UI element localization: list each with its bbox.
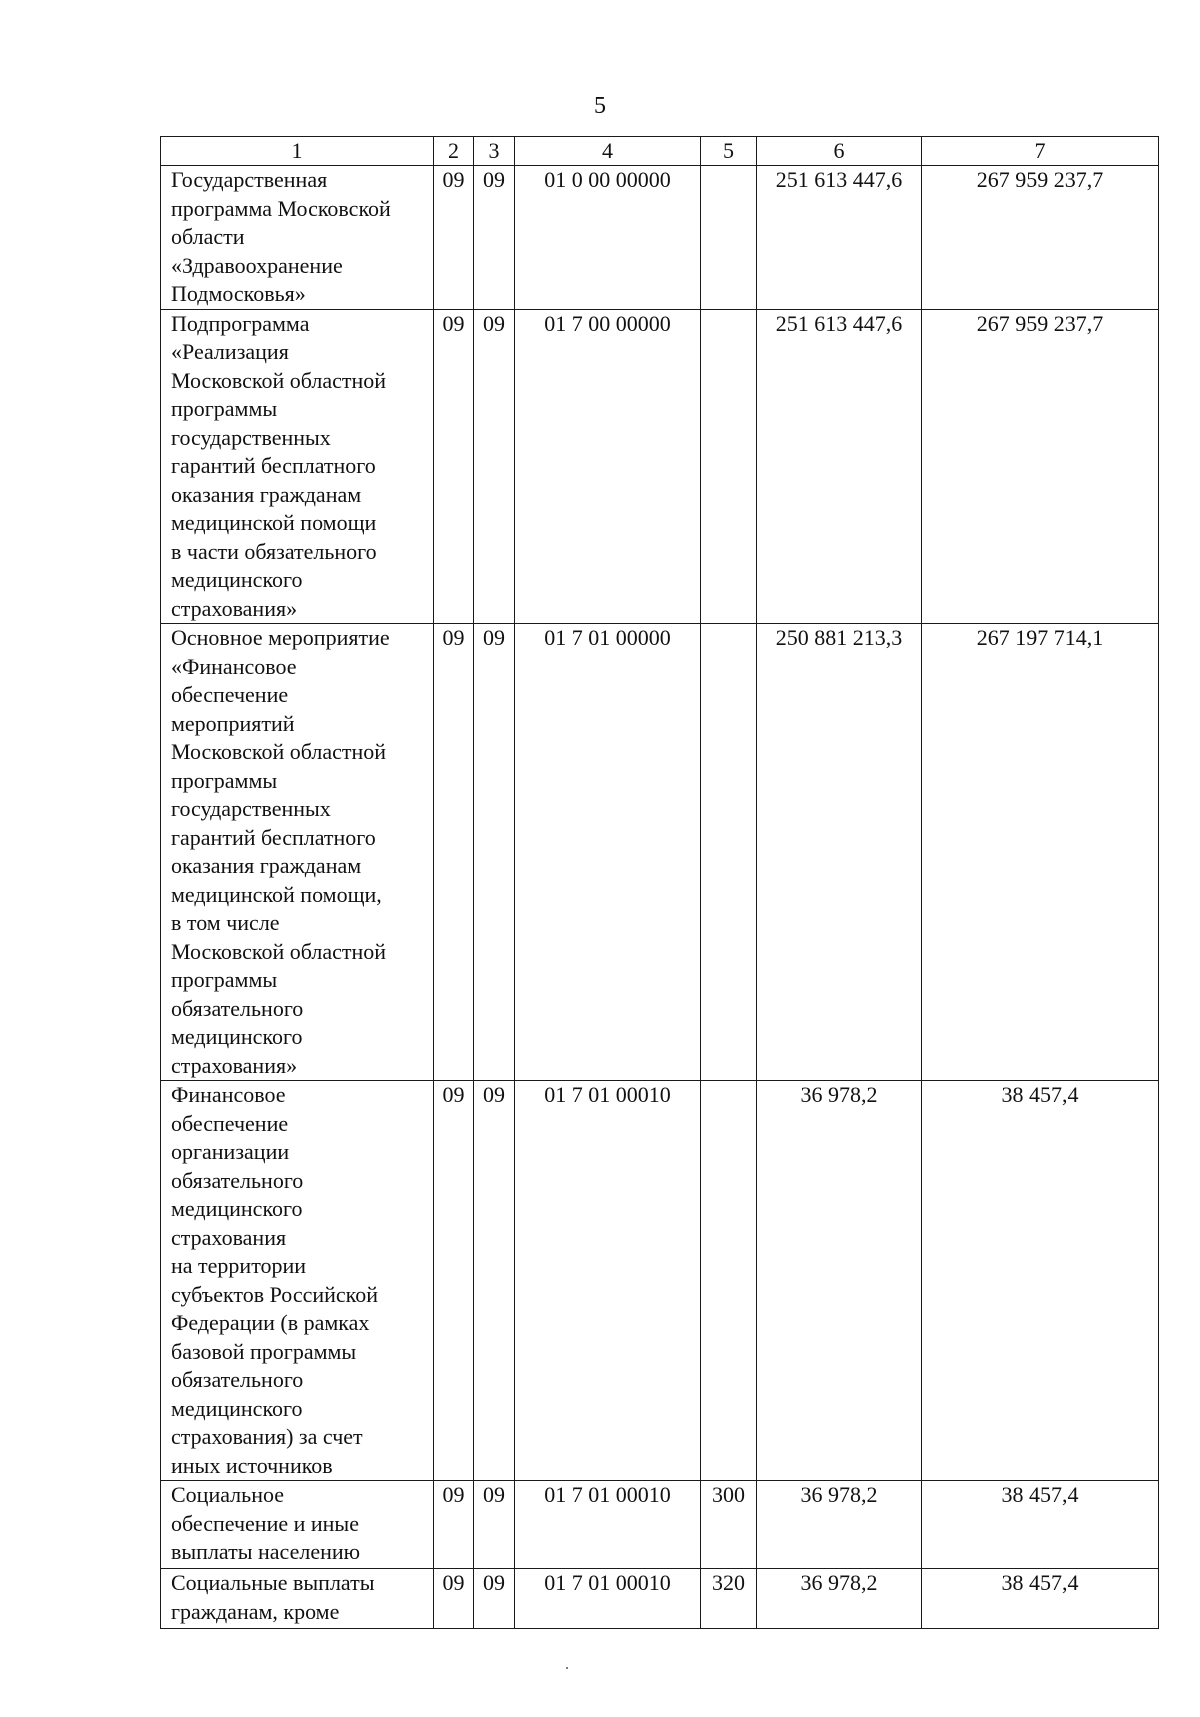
- header-col-1: 1: [161, 137, 434, 166]
- amount-col-6: 36 978,2: [757, 1481, 922, 1569]
- header-col-4: 4: [515, 137, 701, 166]
- item-name-cell: [161, 1081, 434, 1481]
- table-row: [161, 166, 1159, 310]
- item-name: Социальные выплаты гражданам, кроме: [171, 1570, 375, 1624]
- target-article-code: 01 7 01 00010: [515, 1569, 701, 1629]
- item-name-cell: [161, 1569, 434, 1629]
- target-article-code: 01 7 01 00010: [515, 1081, 701, 1481]
- expense-type-code: 300: [701, 1481, 757, 1569]
- header-col-5: 5: [701, 137, 757, 166]
- table-row: [161, 1481, 1159, 1569]
- target-article-code: 01 7 01 00000: [515, 624, 701, 1081]
- target-article-code: 01 7 01 00010: [515, 1481, 701, 1569]
- amount-col-7: 267 959 237,7: [922, 166, 1159, 310]
- table-row: [161, 1081, 1159, 1481]
- subsection-code: 09: [474, 1481, 515, 1569]
- subsection-code: 09: [474, 1081, 515, 1481]
- section-code: 09: [434, 1569, 474, 1629]
- expense-type-code: [701, 1081, 757, 1481]
- amount-col-7: 38 457,4: [922, 1081, 1159, 1481]
- item-name: Государственная программа Московской области «Здравоохранение Подмосковья»: [171, 167, 391, 306]
- section-code: 09: [434, 166, 474, 310]
- amount-col-6: 250 881 213,3: [757, 624, 922, 1081]
- item-name: Основное мероприятие «Финансовое обеспечение мероприятий Московской областной программы государственных гарантий бесплатного оказания гражданам медицинской помощи, в том числе Московской областной программы обязательного медицинского страхования»: [171, 625, 390, 1078]
- table-row: [161, 309, 1159, 624]
- item-name: Финансовое обеспечение организации обязательного медицинского страхования на территории субъектов Российской Федерации (в рамках базовой программы обязательного медицинского страхования) за счет иных источников: [171, 1082, 379, 1478]
- table-row: [161, 624, 1159, 1081]
- budget-table: [160, 136, 1159, 1629]
- page-number: 5: [594, 93, 606, 119]
- header-col-3: 3: [474, 137, 515, 166]
- item-name-cell: [161, 1481, 434, 1569]
- header-col-7: 7: [922, 137, 1159, 166]
- header-col-6: 6: [757, 137, 922, 166]
- item-name-cell: [161, 624, 434, 1081]
- amount-col-7: 267 959 237,7: [922, 309, 1159, 624]
- amount-col-7: 267 197 714,1: [922, 624, 1159, 1081]
- target-article-code: 01 7 00 00000: [515, 309, 701, 624]
- expense-type-code: [701, 166, 757, 310]
- header-col-2: 2: [434, 137, 474, 166]
- item-name: Социальное обеспечение и иные выплаты населению: [171, 1482, 361, 1564]
- expense-type-code: [701, 309, 757, 624]
- subsection-code: 09: [474, 166, 515, 310]
- item-name: Подпрограмма «Реализация Московской областной программы государственных гарантий бесплатного оказания гражданам медицинской помощи в части обязательного медицинского страхования»: [171, 310, 387, 621]
- section-code: 09: [434, 309, 474, 624]
- amount-col-6: 251 613 447,6: [757, 309, 922, 624]
- subsection-code: 09: [474, 309, 515, 624]
- amount-col-7: 38 457,4: [922, 1481, 1159, 1569]
- amount-col-6: 251 613 447,6: [757, 166, 922, 310]
- target-article-code: 01 0 00 00000: [515, 166, 701, 310]
- subsection-code: 09: [474, 1569, 515, 1629]
- expense-type-code: [701, 624, 757, 1081]
- section-code: 09: [434, 624, 474, 1081]
- section-code: 09: [434, 1081, 474, 1481]
- amount-col-6: 36 978,2: [757, 1569, 922, 1629]
- item-name-cell: [161, 166, 434, 310]
- table-header-row: [161, 137, 1159, 166]
- expense-type-code: 320: [701, 1569, 757, 1629]
- item-name-cell: [161, 309, 434, 624]
- amount-col-6: 36 978,2: [757, 1081, 922, 1481]
- amount-col-7: 38 457,4: [922, 1569, 1159, 1629]
- table-row: [161, 1569, 1159, 1629]
- subsection-code: 09: [474, 624, 515, 1081]
- section-code: 09: [434, 1481, 474, 1569]
- scan-speck: [566, 1667, 568, 1669]
